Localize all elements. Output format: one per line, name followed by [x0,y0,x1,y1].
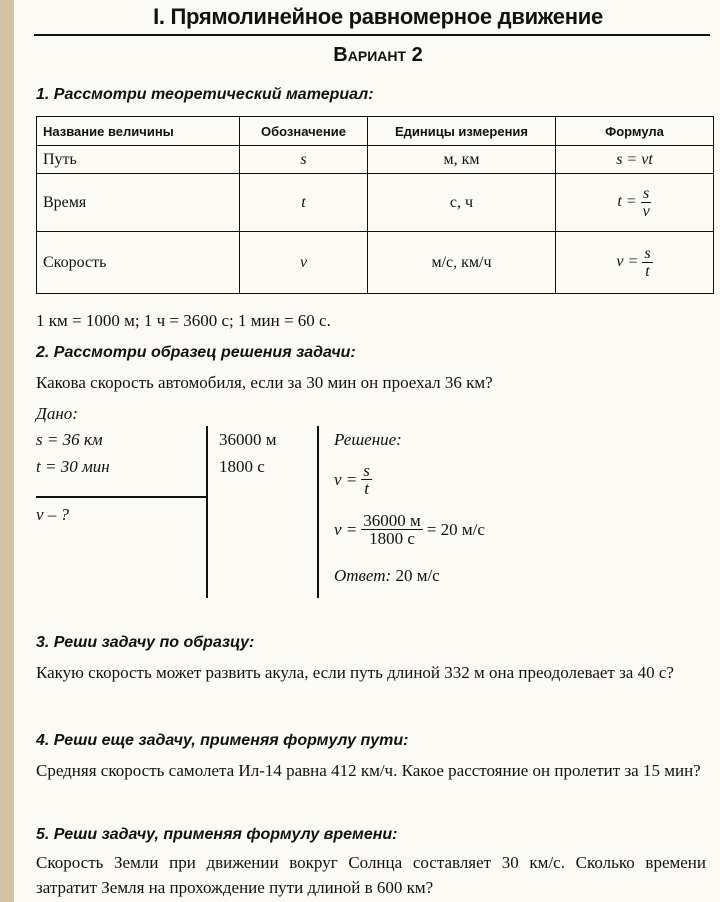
calc-result: = 20 м/с [426,519,485,539]
task4-heading: 4. Реши еще задачу, применяя формулу пути: [36,732,409,749]
calc-denominator: 1800 с [369,529,415,548]
quantity-units: м, км [368,146,556,174]
quantity-formula [556,232,714,294]
fraction-denominator: t [645,263,650,280]
formula-lhs: t = [617,193,637,211]
task1-heading: 1. Рассмотри теоретический материал: [36,86,374,103]
solution-calculation [334,512,485,547]
given-label: Дано: [36,404,78,423]
given-distance: s = 36 км [36,430,103,449]
table-header-row [37,117,714,146]
fraction-numerator: s [363,461,370,480]
answer [334,566,440,586]
quantity-units: с, ч [368,174,556,232]
theory-table [36,116,714,294]
formula-fraction [642,245,652,280]
task3-text: Какую скорость может развить акула, если путь длиной 332 м она преодолевает за 40 с? [36,663,674,682]
page-edge [0,0,14,902]
chapter-title: I. Прямолинейное равномерное движение [153,4,603,29]
answer-label: Ответ: [334,566,392,585]
worksheet-page [14,0,720,902]
column-header: Формула [556,117,714,146]
quantity-name: Путь [37,146,240,174]
column-header: Обозначение [240,117,368,146]
calc-lhs: v = [334,519,358,539]
si-time: 1800 с [219,457,265,476]
quantity-symbol: s [240,146,368,174]
quantity-units: м/с, км/ч [368,232,556,294]
fraction-numerator: s [643,185,650,202]
quantity-name: Скорость [37,232,240,294]
fraction-denominator: t [364,479,369,498]
answer-value: 20 м/с [395,566,440,585]
fraction-denominator: v [642,203,650,220]
column-header: Название величины [37,117,240,146]
formula-lhs: v = [334,469,358,489]
quantity-symbol: t [240,174,368,232]
sample-solution [36,404,714,600]
solution-label: Решение: [334,430,402,449]
quantity-symbol: v [240,232,368,294]
calc-numerator: 36000 м [363,511,421,530]
variant-title: Вариант 2 [333,44,423,66]
si-distance: 36000 м [219,430,277,449]
si-divider [206,426,208,598]
solution-formula [334,462,372,497]
title-rule [34,34,710,36]
task2-heading: 2. Рассмотри образец решения задачи: [36,344,356,361]
quantity-formula: s = vt [556,146,714,174]
calc-fraction [361,512,423,547]
given-time: t = 30 мин [36,457,110,476]
unit-conversions: 1 км = 1000 м; 1 ч = 3600 с; 1 мин = 60 с. [36,311,331,330]
task4-text: Средняя скорость самолета Ил-14 равна 412 км/ч. Какое расстояние он пролетит за 15 мин? [36,761,701,780]
task5-text: Скорость Земли при движении вокруг Солнца составляет 30 км/с. Сколько времени затратит Земля на прохождение пути длиной в 600 км? [36,853,706,897]
quantity-formula [556,174,714,232]
task3-heading: 3. Реши задачу по образцу: [36,634,255,651]
quantity-name: Время [37,174,240,232]
find-unknown: v – ? [36,505,70,524]
table-row [37,146,714,174]
formula-lhs: v = [616,253,639,271]
table-row [37,232,714,294]
formula-fraction [641,185,652,220]
formula-fraction [361,462,372,497]
table-row [37,174,714,232]
column-header: Единицы измерения [368,117,556,146]
fraction-numerator: s [644,245,651,262]
solution-divider [317,426,319,598]
given-divider [36,496,206,498]
task2-question: Какова скорость автомобиля, если за 30 мин он проехал 36 км? [36,373,493,392]
task5-heading: 5. Реши задачу, применяя формулу времени: [36,826,398,843]
